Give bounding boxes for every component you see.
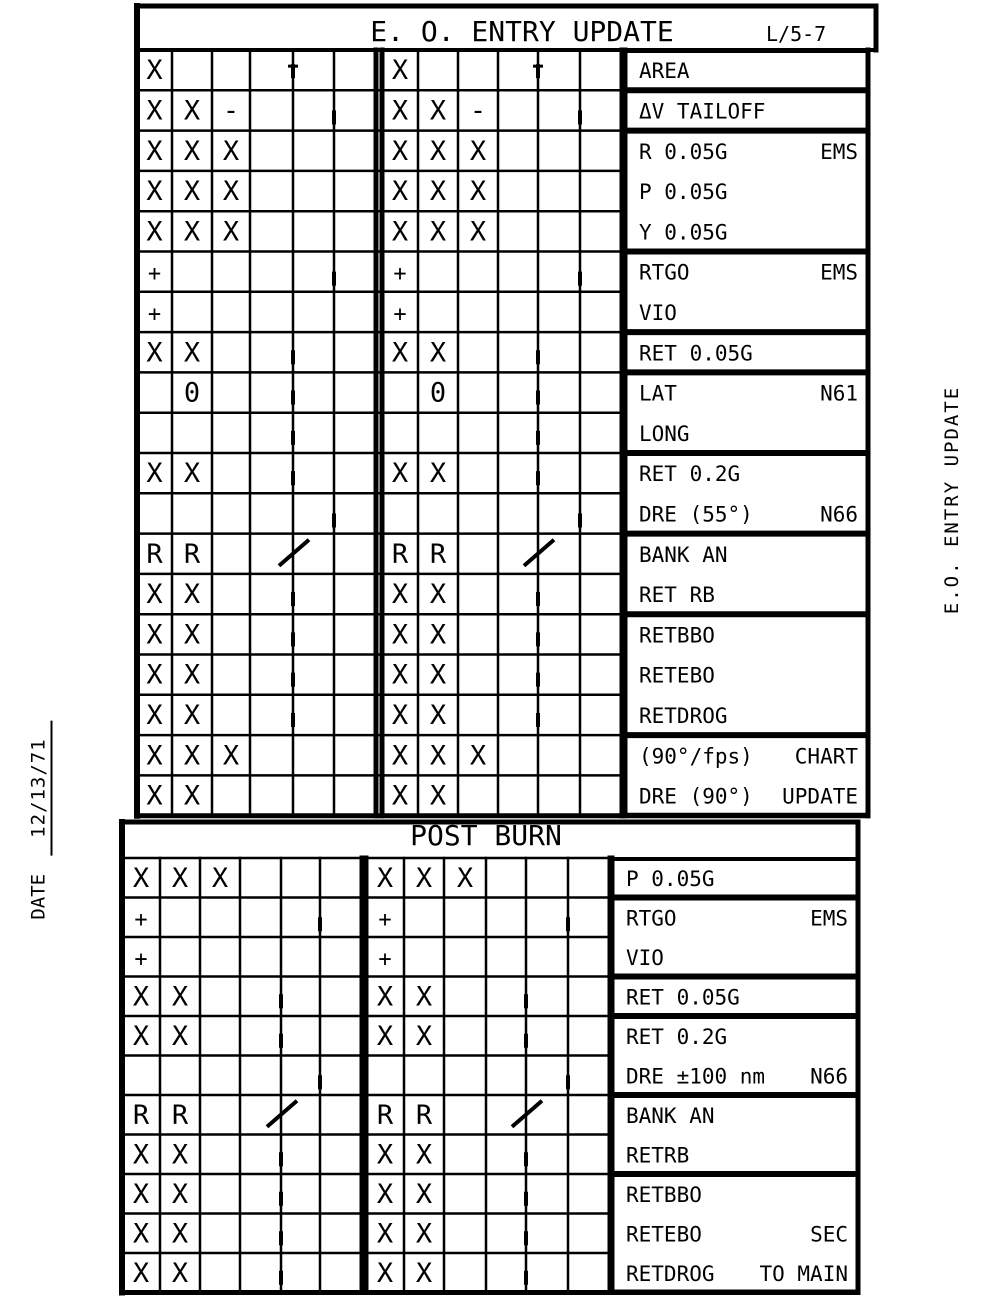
cell-value: X <box>171 1218 189 1250</box>
row-label: RET 0.05G <box>639 341 753 366</box>
row-label: RETBBO <box>626 1182 702 1207</box>
row-label: RETEBO <box>639 663 715 688</box>
row-label: VIO <box>626 945 664 970</box>
cell-value-copy: + <box>393 301 407 327</box>
cell-value-copy: X <box>429 619 447 651</box>
cell-value: X <box>171 1020 189 1052</box>
cell-value-copy: X <box>429 659 447 691</box>
cell-value-copy: X <box>429 699 447 731</box>
cell-value: X <box>132 1020 150 1052</box>
cell-value: X <box>183 659 201 691</box>
cell-value-copy: X <box>391 740 409 772</box>
cell-value: X <box>171 1139 189 1171</box>
cell-value: X <box>222 135 240 167</box>
cell-value: X <box>183 216 201 248</box>
cell-value: R <box>171 1099 189 1131</box>
cell-value: X <box>183 699 201 731</box>
cell-value: X <box>146 619 163 651</box>
cell-value-copy: X <box>415 1218 433 1250</box>
row-label: RETRB <box>626 1143 690 1168</box>
cell-value-copy: X <box>391 458 409 490</box>
cell-value-copy: X <box>469 176 487 208</box>
cell-value-copy: X <box>391 659 409 691</box>
row-label: P 0.05G <box>639 180 728 205</box>
cell-value: X <box>146 780 163 812</box>
row-label: RETBBO <box>639 623 715 648</box>
row-label-right: N61 <box>820 381 858 406</box>
cell-value-copy: X <box>391 95 409 127</box>
cell-value-copy: X <box>415 981 433 1013</box>
row-label: AREA <box>639 59 690 84</box>
row-label-right: EMS <box>820 139 858 164</box>
cell-value: + <box>147 301 162 327</box>
date-label: DATE <box>27 873 50 920</box>
cell-value-copy: R <box>415 1099 433 1131</box>
cell-value-copy: X <box>376 1020 394 1052</box>
cell-value: 0 <box>183 377 201 409</box>
cell-value-copy: X <box>391 337 409 369</box>
cell-value-copy: X <box>391 216 409 248</box>
cell-value-copy: X <box>391 780 409 812</box>
cell-value-copy: X <box>391 699 409 731</box>
cell-value-copy: X <box>429 135 447 167</box>
row-label: RTGO <box>626 906 677 931</box>
cell-value-copy: X <box>376 1218 394 1250</box>
cell-value-copy: X <box>415 1257 433 1289</box>
cell-value-copy: + <box>378 907 392 933</box>
cell-value: X <box>171 862 189 894</box>
cell-value: X <box>146 458 163 490</box>
row-label-right: EMS <box>810 906 848 931</box>
cell-value: X <box>171 981 189 1013</box>
cell-value: X <box>146 337 163 369</box>
row-label-right: CHART <box>794 744 858 769</box>
cell-value: X <box>132 1218 150 1250</box>
cell-value: - <box>222 95 240 127</box>
cell-value-copy: + <box>378 946 392 972</box>
cell-value: X <box>183 176 201 208</box>
row-label: DRE ±100 nm <box>626 1064 766 1089</box>
cell-value: + <box>134 907 148 933</box>
cell-value-copy: X <box>376 1139 394 1171</box>
row-label-right: UPDATE <box>782 784 858 809</box>
sheet-reference: L/5-7 <box>766 22 827 46</box>
cell-value-copy: X <box>415 862 433 894</box>
cell-value-copy: X <box>391 579 409 611</box>
cell-value: X <box>146 135 163 167</box>
cell-value: X <box>183 740 201 772</box>
cell-value-copy: X <box>429 740 447 772</box>
date-value: 12/13/71 <box>28 720 53 856</box>
cell-value-copy: R <box>429 538 447 570</box>
cell-value: X <box>146 216 163 248</box>
cell-value-copy: X <box>376 1257 394 1289</box>
cell-value: X <box>146 740 163 772</box>
cell-value-copy: X <box>429 458 447 490</box>
row-label: (90°/fps) <box>639 744 753 769</box>
cell-value-copy: X <box>376 1178 394 1210</box>
date-block <box>28 720 53 919</box>
cell-value: X <box>132 1178 150 1210</box>
row-label-right: N66 <box>810 1064 848 1089</box>
cell-value-copy: X <box>429 337 447 369</box>
cell-value-copy: X <box>415 1020 433 1052</box>
side-title: E.O. ENTRY UPDATE <box>941 385 963 615</box>
cell-value-copy: X <box>376 862 394 894</box>
cell-value-copy: X <box>415 1178 433 1210</box>
cell-value: X <box>183 95 201 127</box>
row-label-right: N66 <box>820 502 858 527</box>
cell-value: X <box>183 780 201 812</box>
row-label: RETDROG <box>626 1261 715 1286</box>
cell-value: X <box>183 619 201 651</box>
row-label: VIO <box>639 300 677 325</box>
cell-value-copy: X <box>429 95 447 127</box>
cell-value: X <box>132 862 150 894</box>
row-label: RET RB <box>639 583 715 608</box>
cell-value: X <box>146 579 163 611</box>
cell-value: X <box>183 135 201 167</box>
cell-value: X <box>222 216 240 248</box>
row-label: RET 0.05G <box>626 985 740 1010</box>
row-label: RET 0.2G <box>639 462 741 487</box>
row-label: LAT <box>639 381 677 406</box>
cell-value: X <box>183 579 201 611</box>
cell-value-copy: X <box>429 780 447 812</box>
row-label: DRE (90°) <box>639 784 753 809</box>
cell-value: X <box>146 176 163 208</box>
row-label: ΔV TAILOFF <box>639 99 766 124</box>
cell-value-copy: X <box>469 740 487 772</box>
cell-value-copy: X <box>456 862 474 894</box>
row-label: P 0.05G <box>626 866 715 891</box>
cell-value-copy: X <box>391 619 409 651</box>
cell-value: X <box>183 337 201 369</box>
cell-value-copy: X <box>429 579 447 611</box>
cell-value-copy: R <box>376 1099 394 1131</box>
post-burn-title: POST BURN <box>410 819 562 852</box>
cell-value: X <box>222 740 240 772</box>
cell-value: X <box>171 1257 189 1289</box>
cell-value-copy: - <box>469 95 487 127</box>
cell-value-copy: X <box>429 176 447 208</box>
row-label: Y 0.05G <box>639 220 728 245</box>
cell-value-copy: X <box>429 216 447 248</box>
cell-value: X <box>183 458 201 490</box>
cell-value: X <box>171 1178 189 1210</box>
cell-value: X <box>211 862 229 894</box>
row-label-right: TO MAIN <box>759 1261 848 1286</box>
cell-value: R <box>132 1099 150 1131</box>
cell-value-copy: X <box>469 216 487 248</box>
cell-value: X <box>146 699 163 731</box>
row-label: RETDROG <box>639 703 728 728</box>
row-label: RTGO <box>639 260 690 285</box>
cell-value: + <box>147 261 162 287</box>
row-label: RET 0.2G <box>626 1024 728 1049</box>
cell-value-copy: 0 <box>429 377 447 409</box>
row-label: BANK AN <box>639 542 728 567</box>
cell-value-copy: X <box>469 135 487 167</box>
cell-value: R <box>146 538 163 570</box>
cell-value: X <box>146 659 163 691</box>
cell-value-copy: X <box>376 981 394 1013</box>
cell-value: X <box>146 55 163 87</box>
cell-value: X <box>132 981 150 1013</box>
row-label: RETEBO <box>626 1222 702 1247</box>
cell-value: X <box>132 1257 150 1289</box>
cell-value-copy: X <box>391 176 409 208</box>
row-label-right: SEC <box>810 1222 848 1247</box>
cell-value: X <box>146 95 163 127</box>
cell-value: X <box>222 176 240 208</box>
row-label: BANK AN <box>626 1103 715 1128</box>
row-label: LONG <box>639 421 690 446</box>
row-label: DRE (55°) <box>639 502 753 527</box>
cell-value-copy: X <box>391 55 409 87</box>
cell-value-copy: + <box>393 261 407 287</box>
cell-value-copy: R <box>391 538 409 570</box>
cell-value: + <box>134 946 148 972</box>
cell-value-copy: X <box>391 135 409 167</box>
row-label: R 0.05G <box>639 139 728 164</box>
cell-value: R <box>183 538 201 570</box>
cell-value-copy: X <box>415 1139 433 1171</box>
row-label-right: EMS <box>820 260 858 285</box>
cell-value: X <box>132 1139 150 1171</box>
form-title: E. O. ENTRY UPDATE <box>370 15 674 48</box>
